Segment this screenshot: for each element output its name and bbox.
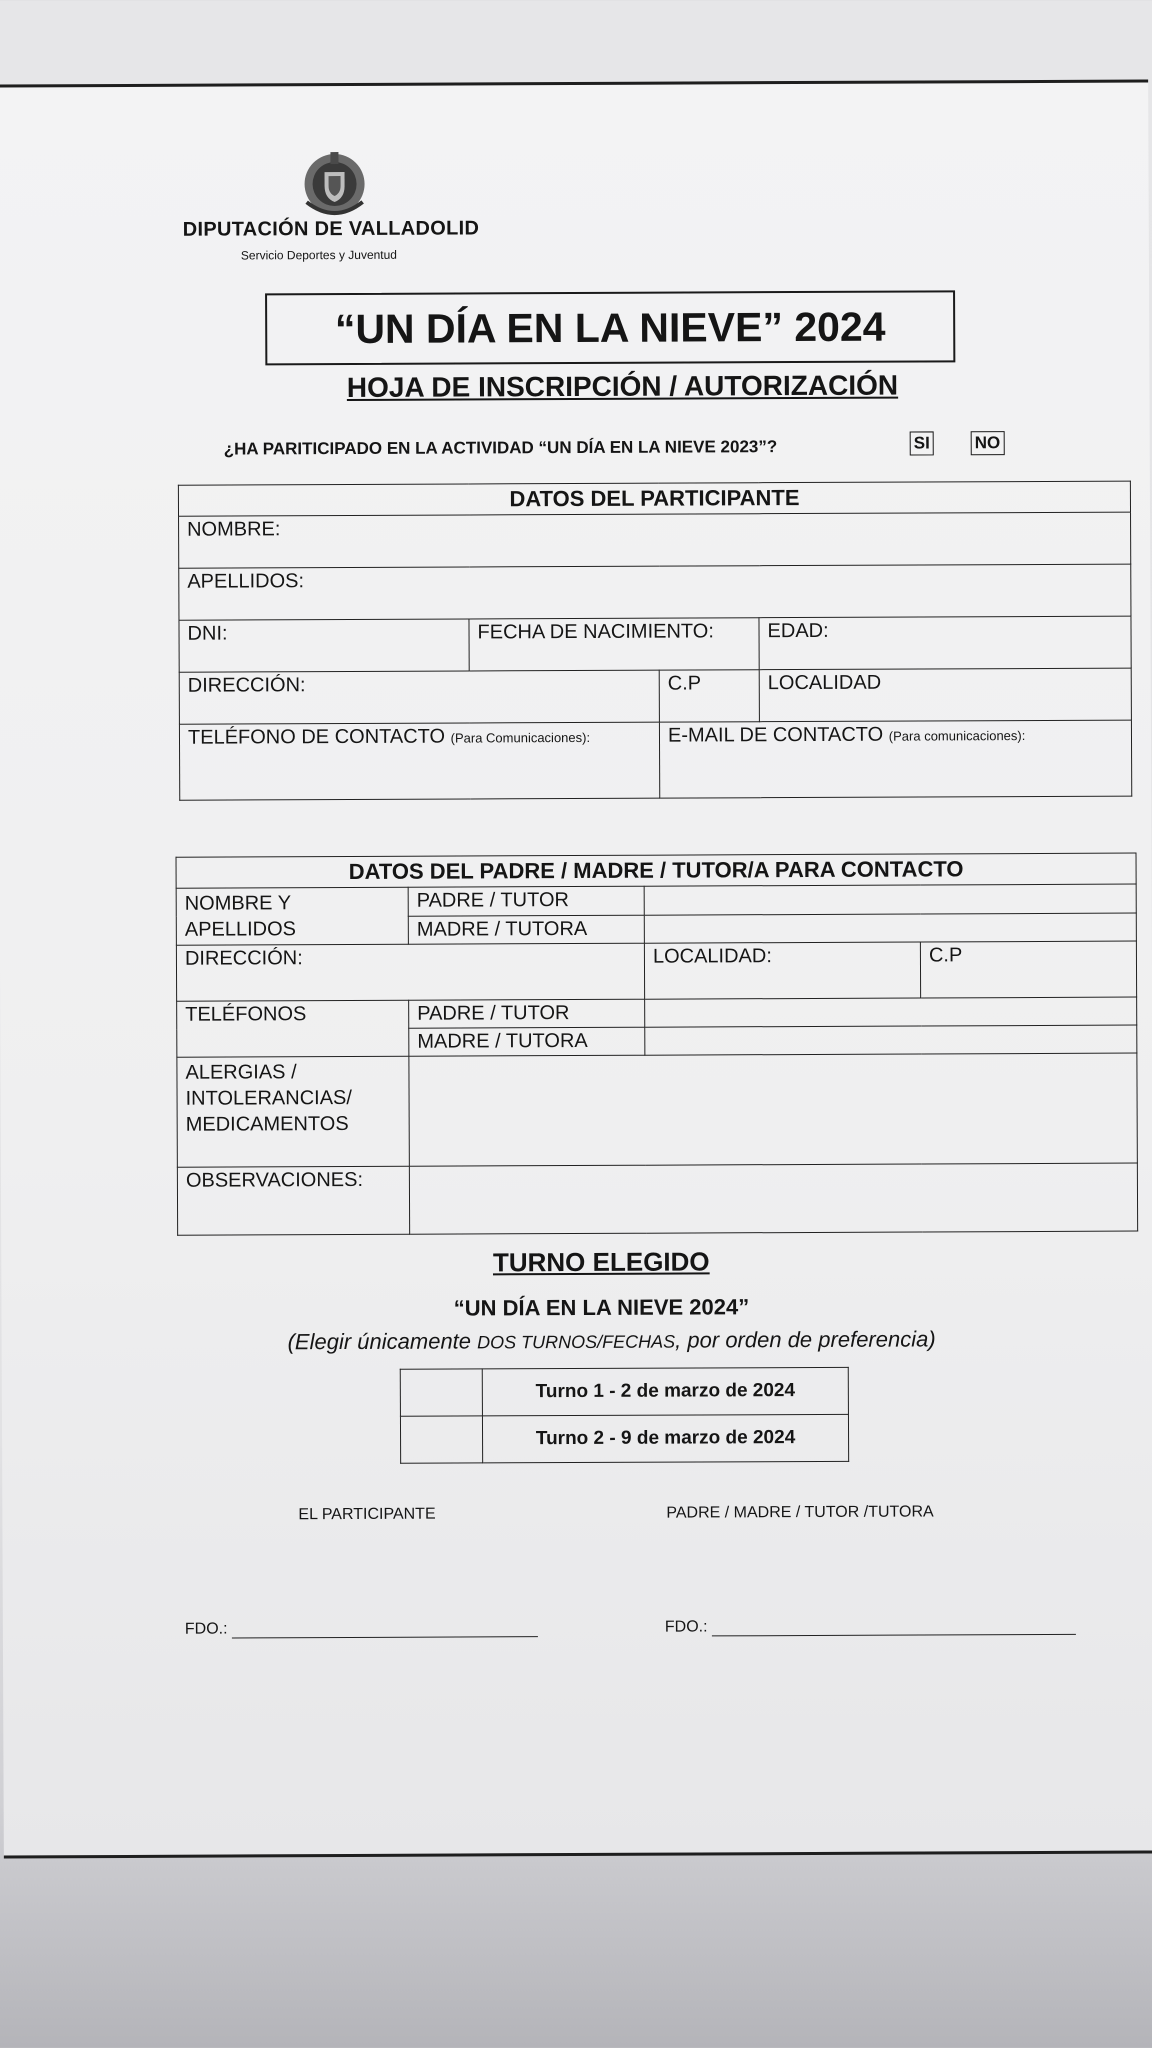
organization-subtitle: Servicio Deportes y Juventud xyxy=(240,247,397,263)
shift-note-emphasis: DOS TURNOS/FECHAS xyxy=(477,1331,676,1353)
guardian-table xyxy=(176,853,1139,1236)
shift-2-checkbox[interactable] xyxy=(400,1416,482,1463)
coat-of-arms-emblem xyxy=(294,144,374,224)
age-label: EDAD: xyxy=(767,619,829,643)
surname-field[interactable] xyxy=(179,564,1131,620)
shift-1-checkbox[interactable] xyxy=(400,1369,482,1416)
observations-label: OBSERVACIONES: xyxy=(177,1166,409,1235)
mother-name-field[interactable] xyxy=(644,913,1136,944)
form-title: “UN DÍA EN LA NIEVE” 2024 xyxy=(265,290,955,365)
participant-fdo-label: FDO.: xyxy=(184,1620,228,1638)
shift-instructions xyxy=(202,1326,1022,1356)
guardian-locality-label: LOCALIDAD: xyxy=(652,945,772,968)
participant-signature-line xyxy=(232,1622,538,1638)
no-checkbox[interactable]: NO xyxy=(971,431,1005,455)
participant-heading: DATOS DEL PARTICIPANTE xyxy=(178,481,1130,516)
form-paper xyxy=(0,79,1152,1858)
father-name-label: PADRE / TUTOR xyxy=(408,886,644,916)
father-phone-label: PADRE / TUTOR xyxy=(409,999,645,1028)
birthdate-field[interactable] xyxy=(469,618,759,671)
guardian-address-field[interactable] xyxy=(176,943,644,1001)
mother-phone-field[interactable] xyxy=(645,1025,1137,1055)
name-label: NOMBRE: xyxy=(187,518,281,541)
phone-field[interactable] xyxy=(179,722,659,800)
guardian-signature-label: PADRE / MADRE / TUTOR /TUTORA xyxy=(666,1503,934,1522)
guardian-address-label: DIRECCIÓN: xyxy=(184,947,303,970)
age-field[interactable] xyxy=(759,616,1131,670)
name-field[interactable] xyxy=(179,512,1131,568)
email-note: (Para comunicaciones): xyxy=(888,728,1026,744)
email-label: E-MAIL DE CONTACTO xyxy=(667,723,884,747)
observations-field[interactable] xyxy=(409,1163,1137,1234)
allergies-label: ALERGIAS / INTOLERANCIAS/ MEDICAMENTOS xyxy=(177,1056,409,1167)
dni-field[interactable] xyxy=(179,619,469,672)
guardian-heading: DATOS DEL PADRE / MADRE / TUTOR/A PARA CONTACTO xyxy=(176,853,1136,888)
shift-1-label: Turno 1 - 2 de marzo de 2024 xyxy=(482,1367,848,1416)
phone-label: TELÉFONO DE CONTACTO xyxy=(187,725,446,749)
address-field[interactable] xyxy=(179,670,659,724)
form-subtitle: HOJA DE INSCRIPCIÓN / AUTORIZACIÓN xyxy=(346,369,899,403)
locality-field[interactable] xyxy=(759,668,1131,722)
locality-label: LOCALIDAD xyxy=(767,671,882,695)
participation-question: ¿HA PARITICIPADO EN LA ACTIVIDAD “UN DÍA EN LA NIEVE 2023”? xyxy=(223,437,778,459)
postal-code-field[interactable] xyxy=(659,670,759,722)
shift-note-start: (Elegir únicamente xyxy=(287,1328,478,1355)
allergies-field[interactable] xyxy=(409,1053,1138,1166)
guardian-signature-line xyxy=(712,1620,1076,1637)
organization-name: DIPUTACIÓN DE VALLADOLID xyxy=(182,217,480,241)
guardian-fdo-label: FDO.: xyxy=(664,1618,708,1636)
phone-note: (Para Comunicaciones): xyxy=(450,729,591,746)
phones-label: TELÉFONOS xyxy=(177,1000,409,1057)
father-name-field[interactable] xyxy=(644,884,1136,915)
guardian-locality-field[interactable] xyxy=(644,942,920,999)
participant-table xyxy=(178,481,1132,801)
participant-signature-field[interactable] xyxy=(185,1619,538,1639)
postal-code-label: C.P xyxy=(667,672,702,695)
mother-phone-label: MADRE / TUTORA xyxy=(409,1027,645,1056)
yes-checkbox[interactable]: SI xyxy=(910,431,934,455)
father-phone-field[interactable] xyxy=(645,997,1137,1027)
shift-note-end: , por orden de preferencia) xyxy=(675,1326,936,1353)
guardian-signature-field[interactable] xyxy=(665,1617,1076,1637)
mother-name-label: MADRE / TUTORA xyxy=(408,915,644,945)
email-field[interactable] xyxy=(659,720,1131,798)
participant-signature-label: EL PARTICIPANTE xyxy=(298,1505,436,1524)
shift-section-title: TURNO ELEGIDO xyxy=(492,1246,710,1278)
dni-label: DNI: xyxy=(187,622,228,645)
guardian-name-label: NOMBRE Y APELLIDOS xyxy=(176,887,408,945)
guardian-postal-code-label: C.P xyxy=(928,944,963,967)
surname-label: APELLIDOS: xyxy=(187,570,305,593)
shift-options-table xyxy=(400,1367,849,1464)
shift-subtitle: “UN DÍA EN LA NIEVE 2024” xyxy=(453,1294,750,1321)
birthdate-label: FECHA DE NACIMIENTO: xyxy=(477,620,714,644)
address-label: DIRECCIÓN: xyxy=(187,674,306,697)
shift-2-label: Turno 2 - 9 de marzo de 2024 xyxy=(482,1414,848,1463)
guardian-postal-code-field[interactable] xyxy=(920,941,1136,998)
